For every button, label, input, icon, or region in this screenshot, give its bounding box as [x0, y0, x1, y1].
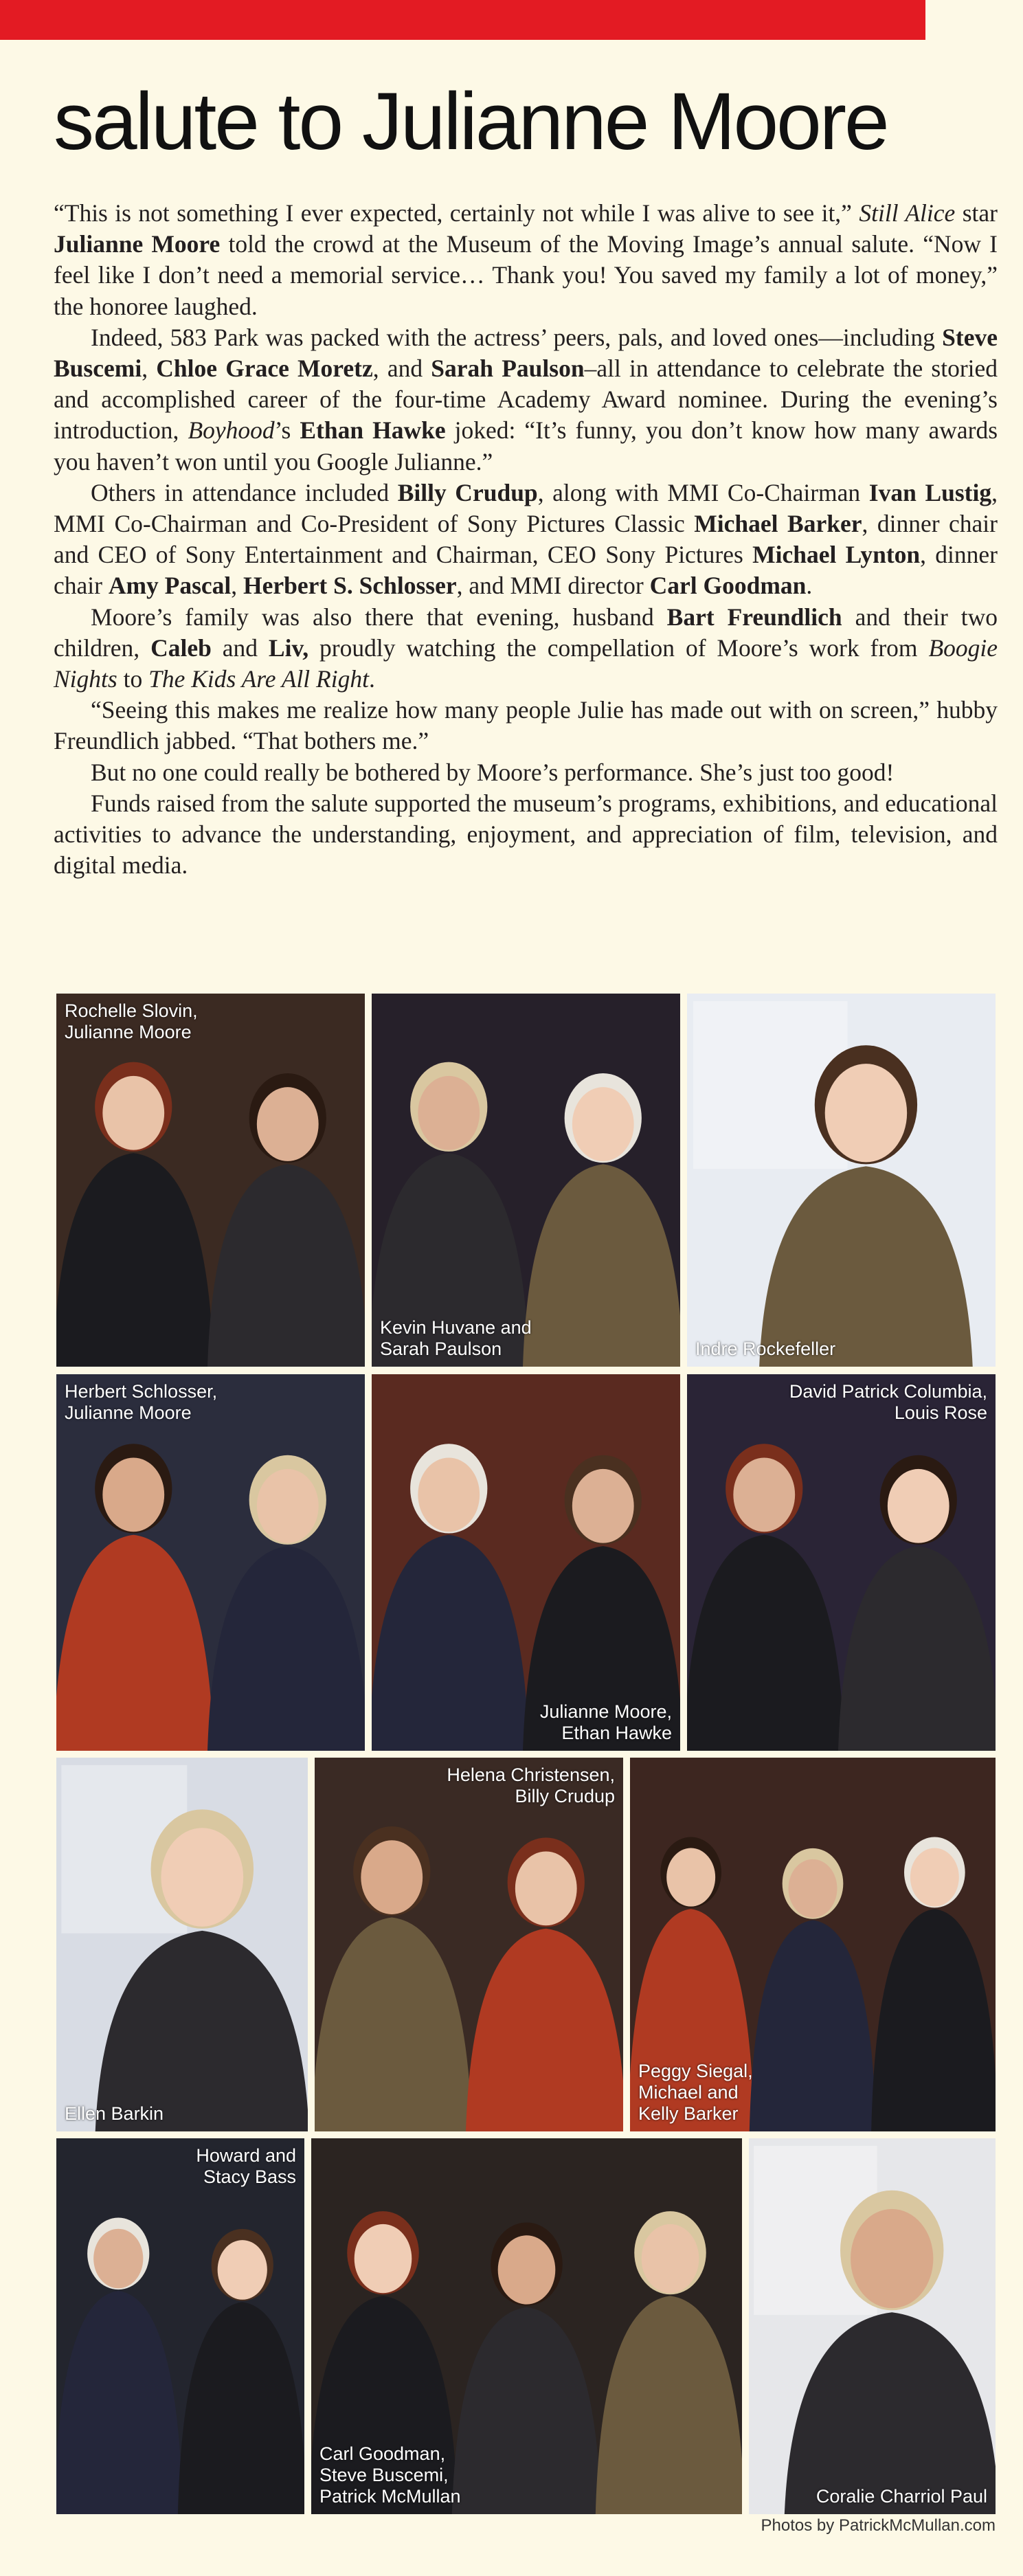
photo — [372, 1374, 680, 1751]
text-run: joked: “It’s funny, you don’t know how many awards you haven’t won until you Google Julianne.” — [54, 416, 998, 475]
text-run: , dinner chair and CEO of Sony Entertainment and Chairman, CEO Sony Pictures — [54, 510, 998, 569]
bold-name: Caleb — [150, 634, 212, 662]
photo-caption: Herbert Schlosser, Julianne Moore — [65, 1381, 218, 1423]
text-run: and their two children, — [54, 603, 998, 662]
text-run: , dinner chair — [54, 541, 998, 600]
photo-image — [56, 1758, 308, 2131]
text-run: Funds raised from the salute supported the museum’s programs, exhibitions, and educational activities to advance the understanding, enjoyment, and appreciation of film, television, and digital media. — [54, 789, 998, 880]
text-run: , — [231, 572, 244, 600]
photo — [687, 994, 996, 1367]
text-run: . — [368, 665, 375, 693]
photo-caption: Ellen Barkin — [65, 2103, 164, 2124]
photo-image — [687, 1374, 996, 1751]
photo — [687, 1374, 996, 1751]
photo — [311, 2138, 742, 2514]
page-title: salute to Julianne Moore — [54, 76, 888, 167]
italic-title: The Kids Are All Right — [148, 665, 369, 693]
photo-image — [372, 994, 680, 1367]
photo — [749, 2138, 996, 2514]
text-run: . — [806, 572, 813, 600]
text-run: , and — [372, 355, 431, 383]
text-run: told the crowd at the Museum of the Moving Image’s annual salute. “Now I feel like I don’t need a memorial service… Thank you! You saved my family a lot of money,” the honoree laughed. — [54, 230, 998, 320]
photo-caption: Julianne Moore, Ethan Hawke — [539, 1701, 672, 1743]
photo — [372, 994, 680, 1367]
photo — [56, 2138, 304, 2514]
text-run: , along with MMI Co-Chairman — [537, 478, 869, 506]
photo-caption: Coralie Charriol Paul — [816, 2486, 987, 2507]
photo-caption: Helena Christensen, Billy Crudup — [447, 1765, 615, 1806]
text-run: Moore’s family was also there that evening, husband — [91, 603, 667, 631]
text-run: “This is not something I ever expected, certainly not while I was alive to see it,” — [54, 199, 859, 227]
italic-title: Boyhood — [188, 416, 275, 445]
photo-image — [56, 994, 365, 1367]
photo-caption: Kevin Huvane and Sarah Paulson — [380, 1317, 532, 1359]
photo-caption: Indre Rockefeller — [695, 1339, 836, 1359]
italic-title: Boogie Nights — [54, 634, 998, 693]
photo — [56, 1374, 365, 1751]
bold-name: Liv, — [268, 634, 309, 662]
photo-credit: Photos by PatrickMcMullan.com — [761, 2516, 996, 2535]
text-run: Indeed, 583 Park was packed with the actress’ peers, pals, and loved ones—including — [91, 323, 943, 351]
bold-name: Billy Crudup — [397, 478, 538, 506]
bold-name: Herbert S. Schlosser — [243, 572, 457, 600]
photo-image — [372, 1374, 680, 1751]
bold-name: Sarah Paulson — [431, 355, 585, 383]
text-run: and — [211, 634, 269, 662]
text-run: ’s — [274, 416, 300, 445]
photo — [315, 1758, 623, 2131]
photo-image — [749, 2138, 996, 2514]
photo-caption: Carl Goodman, Steve Buscemi, Patrick McMullan — [319, 2443, 461, 2507]
bold-name: Bart Freundlich — [666, 603, 842, 631]
photo-caption: David Patrick Columbia, Louis Rose — [789, 1381, 987, 1423]
text-run: “Seeing this makes me realize how many people Julie has made out with on screen,” hubby Freundlich jabbed. “That bothers me.” — [54, 696, 998, 755]
photo-image — [687, 994, 996, 1367]
bold-name: Carl Goodman — [649, 572, 807, 600]
bold-name: Julianne Moore — [54, 230, 221, 258]
photo — [56, 1758, 308, 2131]
italic-title: Still Alice — [859, 199, 956, 227]
photo — [630, 1758, 996, 2131]
photo-image — [56, 1374, 365, 1751]
bold-name: Steve Buscemi — [54, 323, 998, 383]
text-run: proudly watching the compellation of Moore’s work from — [308, 634, 929, 662]
photo-image — [56, 2138, 304, 2514]
bold-name: Ethan Hawke — [300, 416, 446, 445]
text-run: Others in attendance included — [91, 478, 398, 506]
text-run: , — [142, 355, 157, 383]
photo-caption: Howard and Stacy Bass — [196, 2145, 296, 2187]
bold-name: Amy Pascal — [108, 572, 232, 600]
text-run: , and MMI director — [456, 572, 650, 600]
text-run: to — [117, 665, 149, 693]
text-run: But no one could really be bothered by Moore’s performance. She’s just too good! — [91, 758, 895, 786]
photo — [56, 994, 365, 1367]
bold-name: Michael Barker — [694, 510, 862, 538]
bold-name: Chloe Grace Moretz — [156, 355, 373, 383]
bold-name: Michael Lynton — [752, 541, 921, 569]
photo-caption: Rochelle Slovin, Julianne Moore — [65, 1000, 198, 1042]
bold-name: Ivan Lustig — [868, 478, 992, 506]
photo-caption: Peggy Siegal, Michael and Kelly Barker — [638, 2061, 753, 2124]
text-run: –all in attendance to celebrate the storied and accomplished career of the four-time Academy Award nominee. During the evening’s introduction, — [54, 355, 998, 445]
text-run: , MMI Co-Chairman and Co-President of Sony Pictures Classic — [54, 478, 998, 538]
photo-image — [315, 1758, 623, 2131]
text-run: star — [955, 199, 998, 227]
